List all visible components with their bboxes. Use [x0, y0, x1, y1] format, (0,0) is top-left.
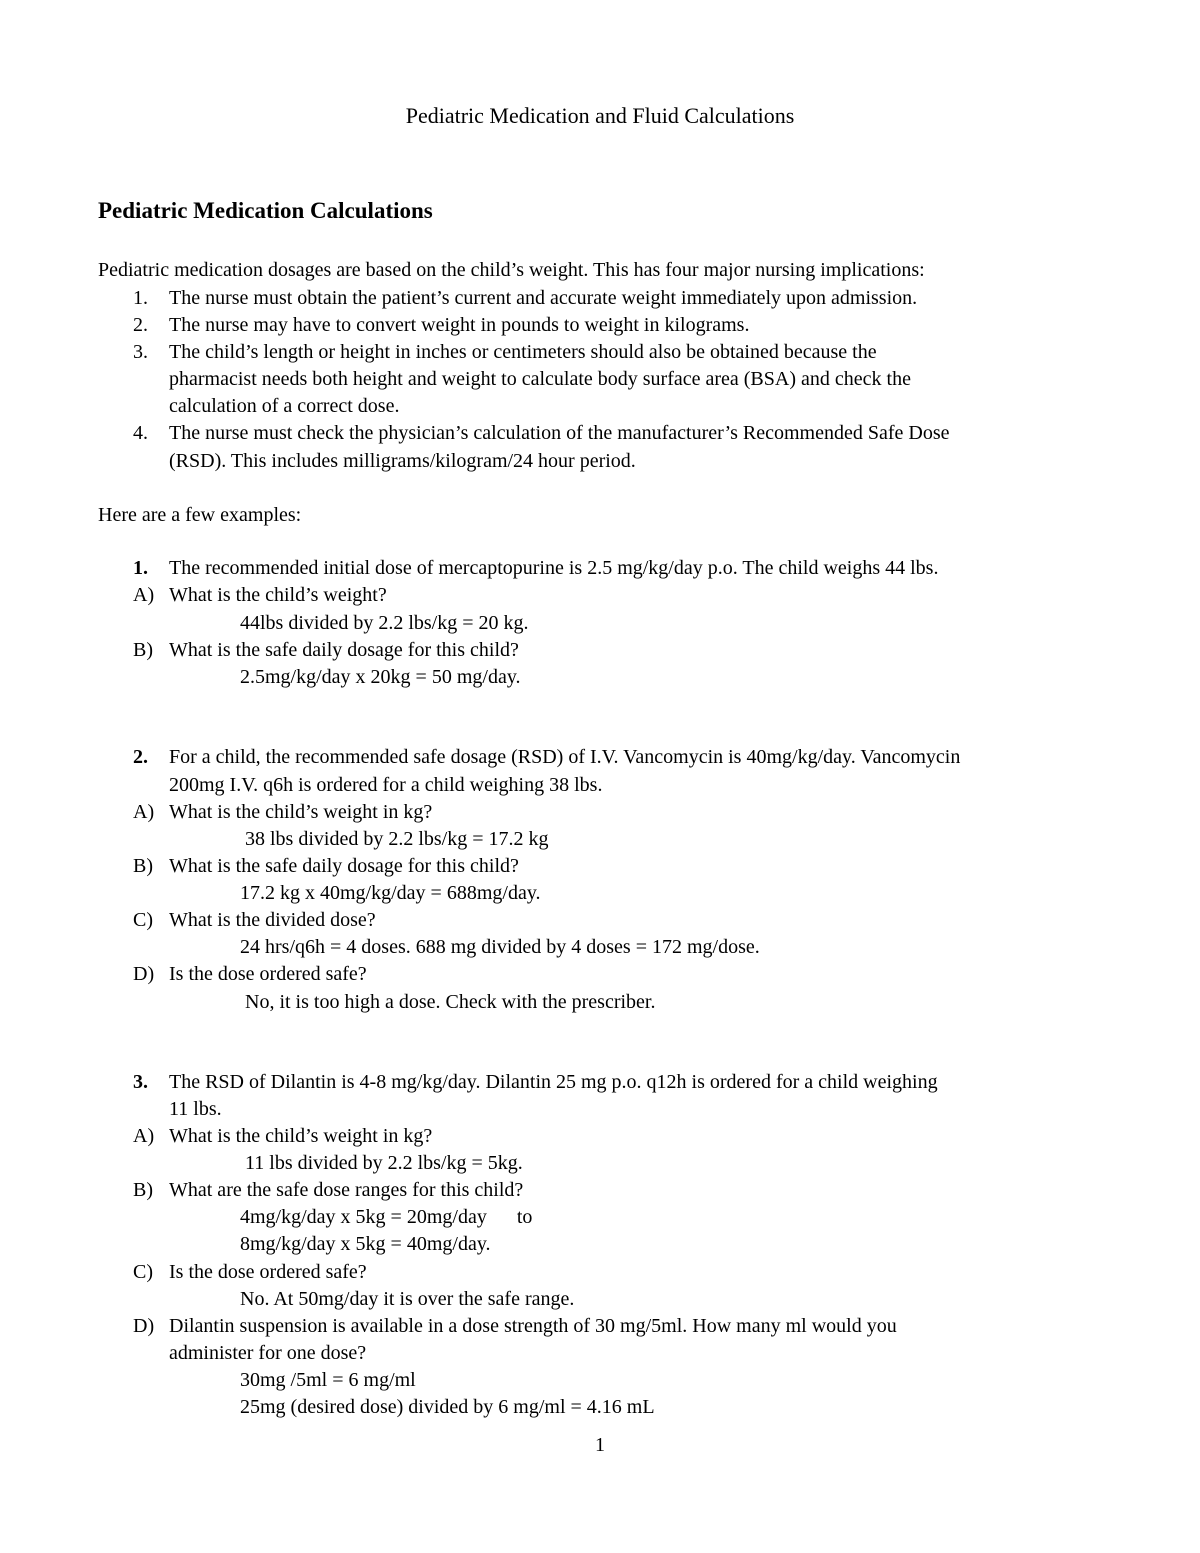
list-item-number: 4.	[133, 422, 148, 444]
list-item-continuation: calculation of a correct dose.	[169, 395, 400, 417]
example-number: 3.	[133, 1071, 148, 1093]
list-item-continuation: (RSD). This includes milligrams/kilogram/24 hour period.	[169, 450, 636, 472]
part-question: Dilantin suspension is available in a dose strength of 30 mg/5ml. How many ml would you	[169, 1315, 897, 1337]
list-item-continuation: pharmacist needs both height and weight to calculate body surface area (BSA) and check the	[169, 368, 911, 390]
part-question-continuation: administer for one dose?	[169, 1342, 367, 1364]
list-item: The child’s length or height in inches or centimeters should also be obtained because the	[169, 341, 877, 363]
example-statement-continuation: 200mg I.V. q6h is ordered for a child weighing 38 lbs.	[169, 774, 603, 796]
part-question: What is the child’s weight?	[169, 584, 387, 606]
part-label: B)	[133, 1179, 153, 1201]
part-question: What is the child’s weight in kg?	[169, 1125, 433, 1147]
part-label: C)	[133, 909, 153, 931]
part-question: Is the dose ordered safe?	[169, 963, 367, 985]
part-answer: 24 hrs/q6h = 4 doses. 688 mg divided by 4 doses = 172 mg/dose.	[240, 936, 760, 958]
part-answer: 38 lbs divided by 2.2 lbs/kg = 17.2 kg	[240, 828, 549, 850]
list-item-number: 3.	[133, 341, 148, 363]
part-answer: 8mg/kg/day x 5kg = 40mg/day.	[240, 1233, 491, 1255]
part-label: A)	[133, 1125, 155, 1147]
part-label: A)	[133, 584, 155, 606]
example-statement: For a child, the recommended safe dosage (RSD) of I.V. Vancomycin is 40mg/kg/day. Vancomycin	[169, 746, 961, 768]
part-answer: 11 lbs divided by 2.2 lbs/kg = 5kg.	[240, 1152, 523, 1174]
part-label: C)	[133, 1261, 153, 1283]
part-question: What are the safe dose ranges for this child?	[169, 1179, 524, 1201]
section-heading: Pediatric Medication Calculations	[98, 198, 433, 223]
example-statement: The recommended initial dose of mercaptopurine is 2.5 mg/kg/day p.o. The child weighs 44 lbs.	[169, 557, 939, 579]
part-answer: 44lbs divided by 2.2 lbs/kg = 20 kg.	[240, 612, 529, 634]
intro-paragraph: Pediatric medication dosages are based on the child’s weight. This has four major nursing implications:	[98, 259, 925, 281]
part-answer: 30mg /5ml = 6 mg/ml	[240, 1369, 416, 1391]
part-label: B)	[133, 639, 153, 661]
example-number: 1.	[133, 557, 148, 579]
page-number: 1	[595, 1434, 605, 1456]
example-number: 2.	[133, 746, 148, 768]
part-label: B)	[133, 855, 153, 877]
part-question: What is the divided dose?	[169, 909, 376, 931]
list-item: The nurse must check the physician’s calculation of the manufacturer’s Recommended Safe Dose	[169, 422, 950, 444]
part-question: What is the safe daily dosage for this child?	[169, 855, 519, 877]
examples-intro: Here are a few examples:	[98, 504, 302, 526]
document-title: Pediatric Medication and Fluid Calculations	[405, 103, 795, 128]
part-label: D)	[133, 963, 155, 985]
example-statement-continuation: 11 lbs.	[169, 1098, 222, 1120]
part-answer: 4mg/kg/day x 5kg = 20mg/day to	[240, 1206, 533, 1228]
list-item: The nurse must obtain the patient’s current and accurate weight immediately upon admission.	[169, 287, 918, 309]
part-answer: 25mg (desired dose) divided by 6 mg/ml = 4.16 mL	[240, 1396, 655, 1418]
part-question: Is the dose ordered safe?	[169, 1261, 367, 1283]
part-label: A)	[133, 801, 155, 823]
part-answer: 2.5mg/kg/day x 20kg = 50 mg/day.	[240, 666, 521, 688]
part-answer: 17.2 kg x 40mg/kg/day = 688mg/day.	[240, 882, 541, 904]
part-label: D)	[133, 1315, 155, 1337]
example-statement: The RSD of Dilantin is 4-8 mg/kg/day. Dilantin 25 mg p.o. q12h is ordered for a child weighing	[169, 1071, 938, 1093]
part-question: What is the child’s weight in kg?	[169, 801, 433, 823]
part-question: What is the safe daily dosage for this child?	[169, 639, 519, 661]
list-item-number: 2.	[133, 314, 148, 336]
part-answer: No. At 50mg/day it is over the safe range.	[240, 1288, 575, 1310]
list-item-number: 1.	[133, 287, 148, 309]
part-answer: No, it is too high a dose. Check with the prescriber.	[240, 991, 656, 1013]
list-item: The nurse may have to convert weight in pounds to weight in kilograms.	[169, 314, 750, 336]
